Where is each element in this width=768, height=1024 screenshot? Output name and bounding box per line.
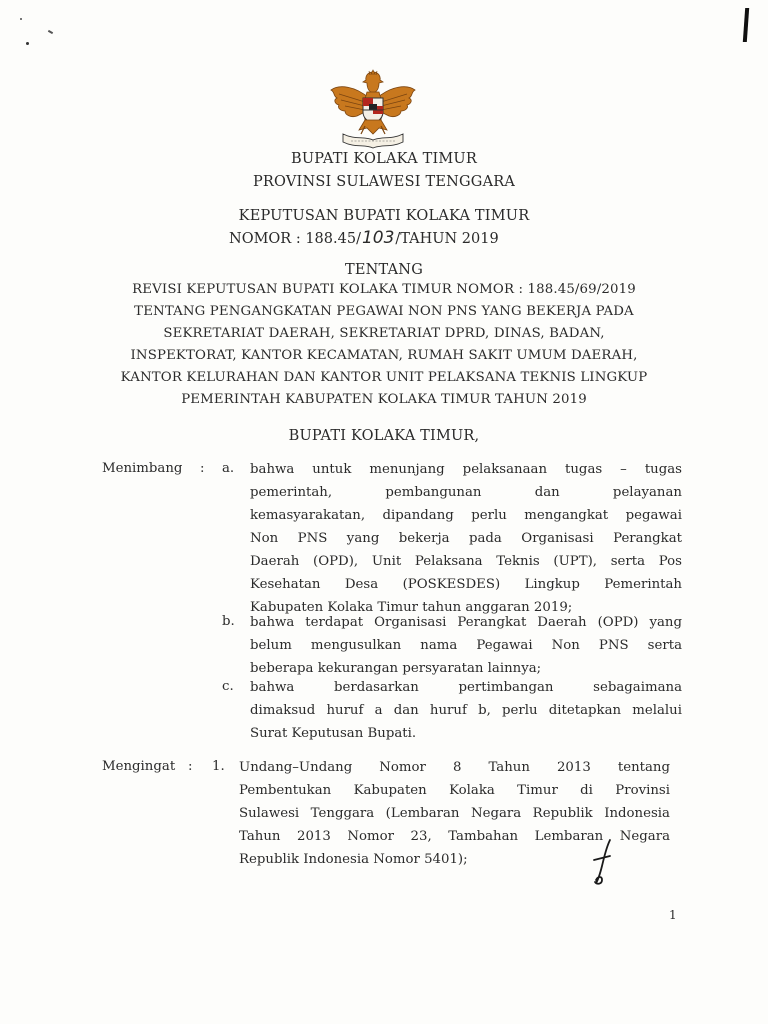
text-line: bahwa untuk menunjang pelaksanaan tugas – tugas [250,462,682,477]
text-line: kemasyarakatan, dipandang perlu mengangkat pegawai [250,508,682,523]
mengingat-label: Mengingat [102,759,176,774]
subject-line: TENTANG PENGANGKATAN PEGAWAI NON PNS YANG BEKERJA PADA [134,304,634,319]
decree-number-suffix: /TAHUN 2019 [395,231,499,247]
decree-number [229,228,499,248]
tentang-heading: TENTANG [345,262,423,278]
text-line: Undang–Undang Nomor 8 Tahun 2013 tentang [239,760,670,775]
subject-line: SEKRETARIAT DAERAH, SEKRETARIAT DPRD, DINAS, BADAN, [163,326,605,341]
menimbang-colon: : [200,461,205,476]
text-line: Sulawesi Tenggara (Lembaran Negara Republik Indonesia [239,806,670,821]
text-line: Kesehatan Desa (POSKESDES) Lingkup Pemerintah [250,577,682,592]
text-line: belum mengusulkan nama Pegawai Non PNS serta [250,638,682,653]
text-line: bahwa terdapat Organisasi Perangkat Daerah (OPD) yang [250,615,682,630]
garuda-pancasila-emblem-icon [325,68,421,152]
handwritten-paraf-icon [588,836,618,886]
province-heading: PROVINSI SULAWESI TENGGARA [252,174,516,190]
mengingat-marker-1: 1. [212,759,225,774]
text-line: pemerintah, pembangunan dan pelayanan [250,485,682,500]
regent-heading: BUPATI KOLAKA TIMUR [291,151,477,167]
menimbang-marker-c: c. [222,679,234,694]
menimbang-label: Menimbang [102,461,183,476]
menimbang-item-a [250,458,682,619]
menimbang-item-b [250,611,682,680]
authority-heading: BUPATI KOLAKA TIMUR, [288,428,480,444]
text-line: Kabupaten Kolaka Timur tahun anggaran 2019; [250,600,573,615]
subject-line: REVISI KEPUTUSAN BUPATI KOLAKA TIMUR NOMOR : 188.45/69/2019 [132,282,636,297]
text-line: Non PNS yang bekerja pada Organisasi Perangkat [250,531,682,546]
subject-line: INSPEKTORAT, KANTOR KECAMATAN, RUMAH SAKIT UMUM DAERAH, [130,348,638,363]
menimbang-item-c [250,676,682,745]
text-line: dimaksud huruf a dan huruf b, perlu ditetapkan melalui [250,703,682,718]
decree-title: KEPUTUSAN BUPATI KOLAKA TIMUR [238,208,530,224]
scan-speck [48,30,53,34]
text-line: Surat Keputusan Bupati. [250,726,417,741]
mengingat-colon: : [188,759,193,774]
subject-line: KANTOR KELURAHAN DAN KANTOR UNIT PELAKSANA TEKNIS LINGKUP [120,370,648,385]
text-line: beberapa kekurangan persyaratan lainnya; [250,661,542,676]
text-line: bahwa berdasarkan pertimbangan sebagaimana [250,680,682,695]
scan-speck [26,42,29,45]
text-line: Republik Indonesia Nomor 5401); [239,852,468,867]
menimbang-marker-b: b. [222,614,235,629]
menimbang-marker-a: a. [222,461,235,476]
text-line: Tahun 2013 Nomor 23, Tambahan Lembaran Negara [239,829,670,844]
page-number: 1 [669,908,677,922]
scan-speck [20,18,22,20]
text-line: Pembentukan Kabupaten Kolaka Timur di Provinsi [239,783,670,798]
scan-edge-mark [743,8,749,42]
text-line: Daerah (OPD), Unit Pelaksana Teknis (UPT), serta Pos [250,554,682,569]
subject-line: PEMERINTAH KABUPATEN KOLAKA TIMUR TAHUN 2019 [181,392,587,407]
decree-number-prefix: NOMOR : 188.45/ [229,231,361,247]
decree-number-handwritten: 103 [361,228,395,248]
